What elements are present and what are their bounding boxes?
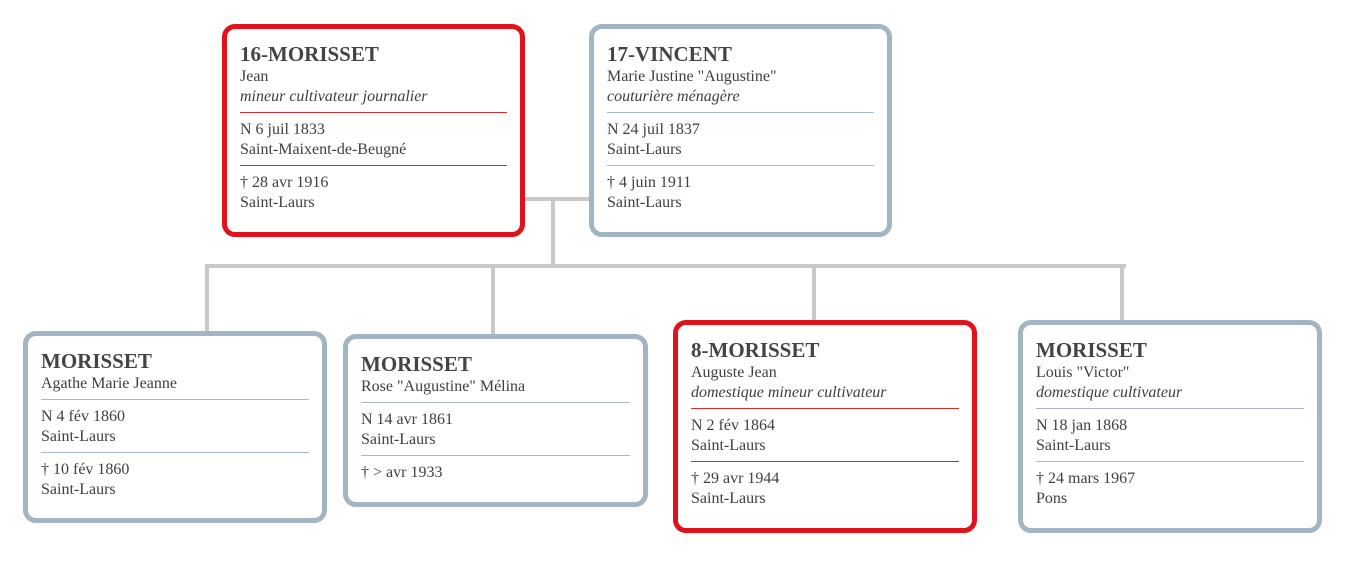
birth-date: N 14 avr 1861 (361, 411, 453, 428)
birth-date: N 18 jan 1868 (1036, 417, 1128, 434)
person-card-child-rose[interactable] (343, 334, 648, 507)
card-divider (1036, 461, 1304, 462)
person-name: 17-VINCENT (607, 42, 732, 66)
death-place: Saint-Laurs (240, 194, 315, 211)
birth-date: N 4 fév 1860 (41, 408, 125, 425)
person-card-child-louis[interactable] (1018, 320, 1322, 533)
birth-date: N 6 juil 1833 (240, 121, 325, 138)
card-divider (1036, 408, 1304, 409)
person-given-names: Marie Justine "Augustine" (607, 68, 777, 85)
couple-connector (523, 197, 591, 201)
person-occupation: mineur cultivateur journalier (240, 88, 428, 105)
person-name: 16-MORISSET (240, 42, 379, 66)
person-given-names: Rose "Augustine" Mélina (361, 378, 526, 395)
birth-place: Saint-Laurs (361, 431, 436, 448)
card-divider (607, 112, 874, 113)
card-divider (41, 452, 309, 453)
person-occupation: domestique mineur cultivateur (691, 384, 887, 401)
person-name: 8-MORISSET (691, 338, 820, 362)
person-card-17-vincent[interactable] (589, 24, 892, 237)
birth-date: N 2 fév 1864 (691, 417, 775, 434)
person-name: MORISSET (41, 349, 152, 373)
death-place: Saint-Laurs (41, 481, 116, 498)
card-divider (240, 112, 507, 113)
death-date: † 4 juin 1911 (607, 174, 692, 191)
birth-place: Saint-Laurs (691, 437, 766, 454)
person-given-names: Auguste Jean (691, 364, 777, 381)
children-bus (205, 264, 1126, 268)
card-divider (691, 408, 959, 409)
card-divider (691, 461, 959, 462)
death-date: † 28 avr 1916 (240, 174, 329, 191)
child-drop-2 (491, 264, 495, 335)
death-date: † 24 mars 1967 (1036, 470, 1136, 487)
death-date: † > avr 1933 (361, 464, 443, 481)
person-given-names: Agathe Marie Jeanne (41, 375, 177, 392)
person-occupation: couturière ménagère (607, 88, 740, 105)
death-place: Saint-Laurs (607, 194, 682, 211)
family-stem (551, 199, 555, 268)
person-card-8-morisset[interactable] (673, 320, 977, 533)
card-divider (361, 455, 630, 456)
person-name: MORISSET (1036, 338, 1147, 362)
card-divider (41, 399, 309, 400)
birth-place: Saint-Laurs (607, 141, 682, 158)
child-drop-3 (812, 264, 816, 322)
death-date: † 10 fév 1860 (41, 461, 130, 478)
card-divider (240, 165, 507, 166)
person-occupation: domestique cultivateur (1036, 384, 1183, 401)
child-drop-4 (1120, 264, 1124, 322)
birth-place: Saint-Maixent-de-Beugné (240, 141, 407, 158)
card-divider (607, 165, 874, 166)
death-place: Pons (1036, 490, 1068, 507)
birth-place: Saint-Laurs (1036, 437, 1111, 454)
person-given-names: Jean (240, 68, 269, 85)
child-drop-1 (205, 264, 209, 332)
death-place: Saint-Laurs (691, 490, 766, 507)
person-given-names: Louis "Victor" (1036, 364, 1130, 381)
person-card-16-morisset[interactable] (222, 24, 525, 237)
death-date: † 29 avr 1944 (691, 470, 780, 487)
card-divider (361, 402, 630, 403)
birth-place: Saint-Laurs (41, 428, 116, 445)
person-card-child-agathe[interactable] (23, 331, 327, 523)
person-name: MORISSET (361, 352, 472, 376)
birth-date: N 24 juil 1837 (607, 121, 700, 138)
